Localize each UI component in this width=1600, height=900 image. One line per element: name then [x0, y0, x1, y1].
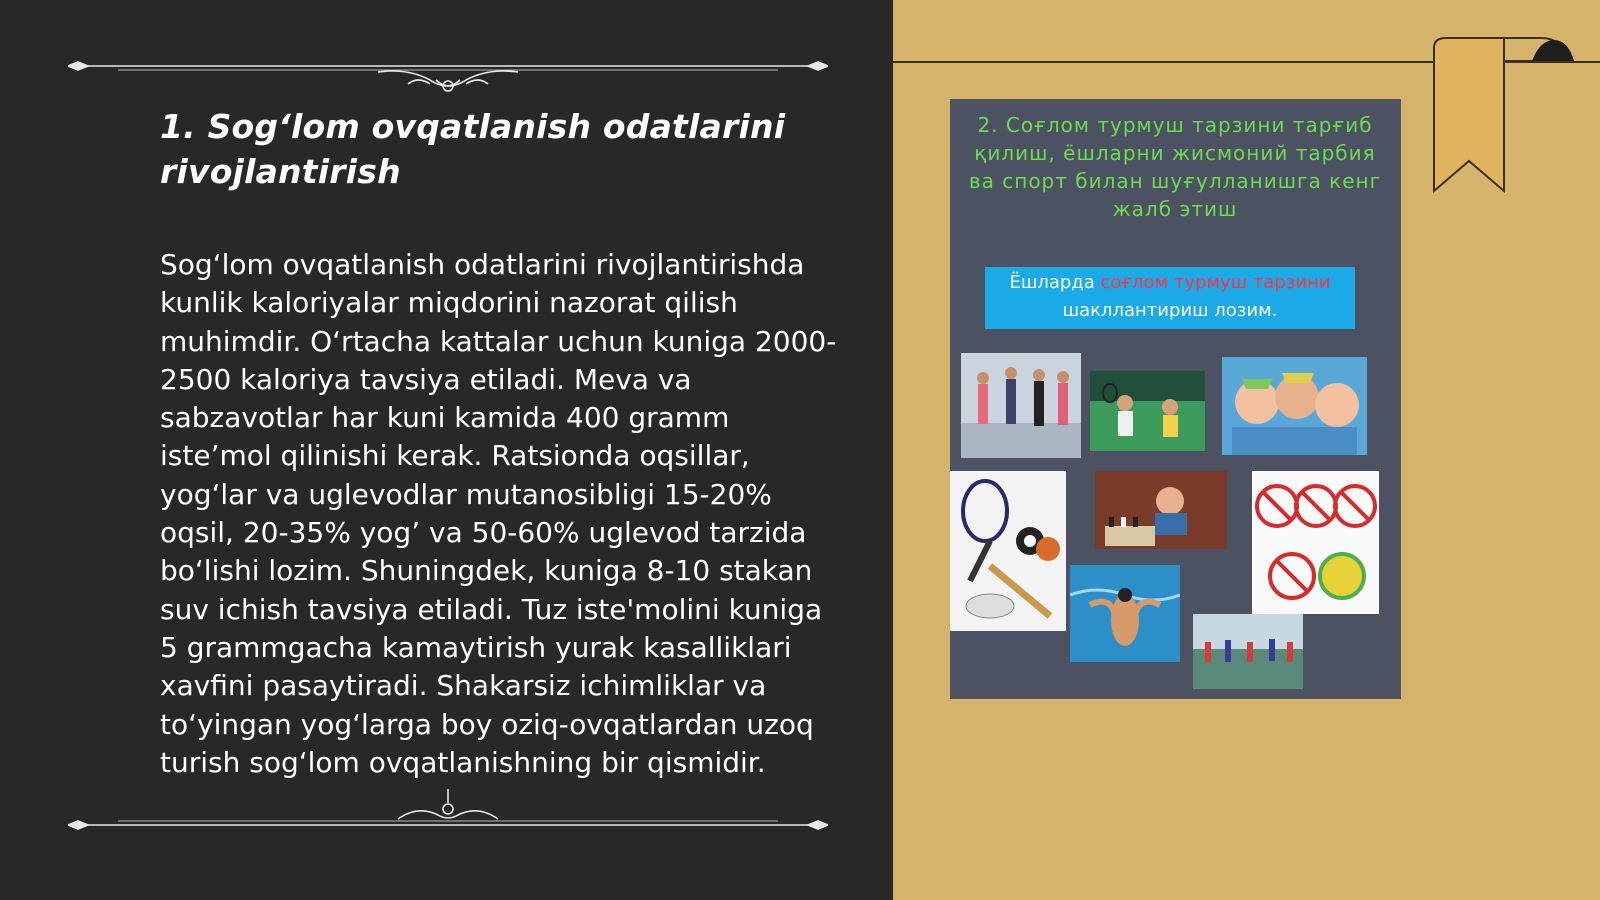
tennis-photo — [1090, 371, 1205, 451]
chess-photo — [1095, 471, 1227, 549]
bookmark-ribbon-icon — [1432, 36, 1582, 201]
swimming-photo — [1070, 565, 1180, 662]
sports-equipment-photo — [950, 471, 1066, 631]
banner-text-start: Ёшларда — [1009, 272, 1101, 293]
healthy-lifestyle-poster — [950, 99, 1401, 699]
banner-text-end: шакллантириш лозим. — [1062, 300, 1278, 321]
no-bad-habits-photo — [1252, 471, 1379, 614]
gymnastics-photo — [961, 353, 1081, 458]
stadium-photo — [1193, 614, 1303, 689]
poster-heading: 2. Соғлом турмуш тарзини тарғиб қилиш, ёшларни жисмоний тарбия ва спорт билан шуғулланишга кенг жалб этиш — [968, 113, 1382, 221]
poster-banner — [985, 267, 1355, 329]
banner-highlight: соғлом турмуш тарзини — [1100, 272, 1331, 293]
slide-body-text: Sog‘lom ovqatlanish odatlarini rivojlantirishda kunlik kaloriyalar miqdorini nazorat qilish muhimdir. O‘rtacha kattalar uchun kuniga 2000-2500 kaloriya tavsiya etiladi. Meva va sabzavotlar har kuni kamida 400 gramm iste’mol qilinishi kerak. Ratsionda oqsillar, yog‘lar va uglevodlar mutanosibligi 15-20% oqsil, 20-35% yog’ va 50-60% uglevod tarzida bo‘lishi lozim. Shuningdek, kuniga 8-10 stakan suv ichish tavsiya etiladi. Tuz iste'molini kuniga 5 grammgacha kamaytirish yurak kasalliklari xavfini pasaytiradi. Shakarsiz ichimliklar va to‘yingan yog‘larga boy oziq-ovqatlardan uzoq turish sog‘lom ovqatlanishning bir qismidir. — [160, 248, 837, 779]
slide-title: 1. Sog‘lom ovqatlanish odatlarini rivojlantirish — [160, 107, 786, 191]
children-photo — [1222, 357, 1367, 455]
ornament-divider-icon — [68, 785, 828, 835]
ornament-divider-icon — [68, 42, 828, 92]
